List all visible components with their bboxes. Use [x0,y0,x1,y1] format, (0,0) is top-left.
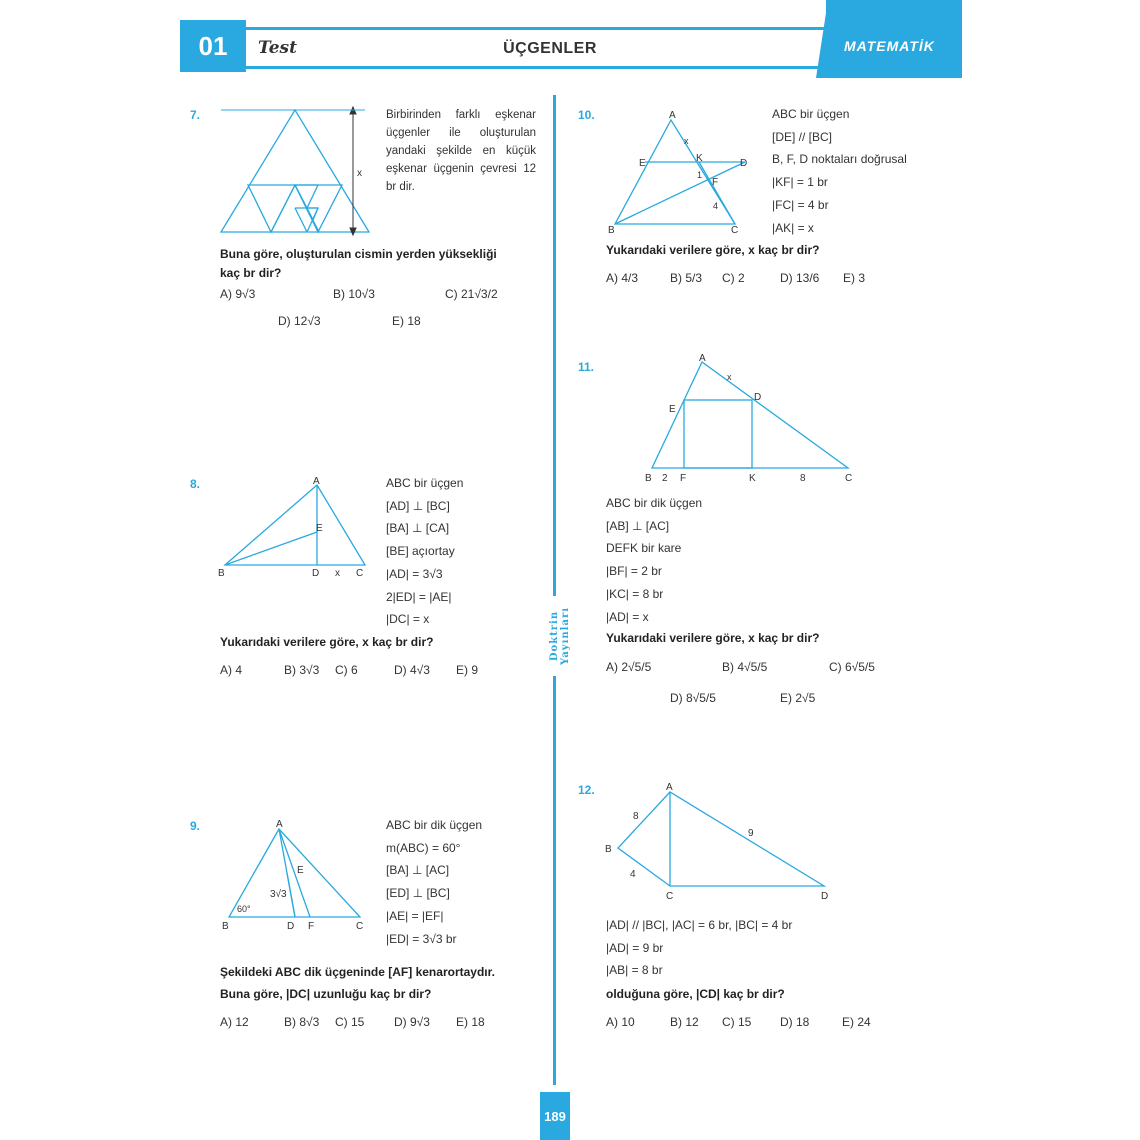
q11-given-2: [AB] ⊥ [AC] [606,518,670,533]
q9-given-2: m(ABC) = 60° [386,840,461,855]
q7-option-e[interactable]: E) 18 [392,314,421,328]
q12-option-c[interactable]: C) 15 [722,1015,752,1029]
q8-given-7: |DC| = x [386,612,430,627]
q10-label-e: E [639,158,646,169]
q12-option-d[interactable]: D) 18 [780,1015,810,1029]
q8-given-4: [BE] açıortay [386,544,455,559]
q8-option-c[interactable]: C) 6 [335,663,358,677]
q10-label-a: A [669,110,676,121]
q9-label-e: E [297,865,304,876]
q11-label-a: A [699,353,706,364]
q8-option-b[interactable]: B) 3√3 [284,663,320,677]
q12-given-2: |AD| = 9 br [606,940,664,955]
subject-label: MATEMATİK [844,38,935,54]
q11-label-2: 2 [662,473,668,484]
q10-option-d[interactable]: D) 13/6 [780,271,820,285]
q11-option-a[interactable]: A) 2√5/5 [606,660,652,674]
q7-option-b[interactable]: B) 10√3 [333,287,375,301]
q11-given-1: ABC bir dik üçgen [606,496,703,510]
q9-given-1: ABC bir dik üçgen [386,818,483,832]
q12-question: olduğuna göre, |CD| kaç br dir? [606,987,785,1001]
q11-label-b: B [645,473,652,484]
q9-label-b: B [222,921,229,932]
q10-figure [605,106,765,236]
q12-given [606,914,792,982]
q8-question: Yukarıdaki verilere göre, x kaç br dir? [220,635,434,649]
q11-given-5: |KC| = 8 br [606,586,664,601]
q8-option-e[interactable]: E) 9 [456,663,479,677]
q8-label-x: x [335,568,340,579]
q12-given-1: |AD| // |BC|, |AC| = 6 br, |BC| = 4 br [606,918,793,932]
q9-question-line1: Şekildeki ABC dik üçgeninde [AF] kenarortaydır. [220,965,495,979]
q8-given-6: 2|ED| = |AE| [386,589,452,604]
q9-label-d: D [287,921,295,932]
column-divider [553,95,556,1085]
q10-label-1: 1 [697,170,703,180]
q8-label-a: A [313,476,320,487]
q10-option-c[interactable]: C) 2 [722,271,745,285]
q10-given-5: |FC| = 4 br [772,197,829,212]
q12-figure [600,778,840,908]
q7-option-c[interactable]: C) 21√3/2 [445,287,498,301]
q9-label-ed: 3√3 [270,889,287,900]
q9-given [386,814,482,950]
q9-given-6: |ED| = 3√3 br [386,931,457,946]
q9-option-d[interactable]: D) 9√3 [394,1015,430,1029]
q12-number: 12. [578,783,595,797]
q9-question-line2: Buna göre, |DC| uzunluğu kaç br dir? [220,987,432,1001]
q11-given-4: |BF| = 2 br [606,564,662,579]
q10-given-6: |AK| = x [772,220,814,235]
q10-question: Yukarıdaki verilere göre, x kaç br dir? [606,243,820,257]
q10-option-e[interactable]: E) 3 [843,271,866,285]
q8-label-b: B [218,568,225,579]
q10-label-x: x [684,136,689,146]
q7-question-line2: kaç br dir? [220,266,282,280]
q8-label-d: D [312,568,320,579]
q9-option-b[interactable]: B) 8√3 [284,1015,320,1029]
q11-label-d: D [754,392,762,403]
q7-description: Birbirinden farklı eşkenar üçgenler ile oluşturulan yandaki şekilde en küçük eşkenar üçgenin çevresi 12 br dir. [386,109,536,193]
q11-option-c[interactable]: C) 6√5/5 [829,660,875,674]
test-number-badge: 01 [180,20,246,72]
q9-label-a: A [276,819,283,830]
header-rule-top [246,27,846,30]
q10-label-b: B [608,225,615,236]
q12-label-b: B [605,844,612,855]
q11-label-f: F [680,473,687,484]
q10-given-1: ABC bir üçgen [772,107,850,121]
q12-label-d: D [821,891,829,902]
q7-question-line1: Buna göre, oluşturulan cismin yerden yüksekliği [220,247,497,261]
subject-tab [826,0,962,78]
q10-label-d: D [740,158,748,169]
q11-figure [640,350,860,485]
q8-given [386,472,463,631]
q12-option-a[interactable]: A) 10 [606,1015,635,1029]
q11-given [606,492,702,628]
q11-option-d[interactable]: D) 8√5/5 [670,691,716,705]
q9-option-a[interactable]: A) 12 [220,1015,249,1029]
q9-given-5: |AE| = |EF| [386,908,444,923]
q12-label-a: A [666,782,673,793]
test-label: Test [258,38,297,58]
q11-label-k: K [749,473,756,484]
page-title: ÜÇGENLER [503,40,597,57]
q11-number: 11. [578,360,595,374]
q12-label-8: 8 [633,811,639,822]
q8-number: 8. [190,477,201,491]
q10-given-3: B, F, D noktaları doğrusal [772,152,907,167]
q9-option-c[interactable]: C) 15 [335,1015,365,1029]
page-number: 189 [540,1092,570,1140]
q10-label-4: 4 [713,201,719,211]
q11-option-e[interactable]: E) 2√5 [780,691,816,705]
q11-option-b[interactable]: B) 4√5/5 [722,660,768,674]
q9-label-c: C [356,921,364,932]
q8-label-e: E [316,523,323,534]
q8-given-1: ABC bir üçgen [386,476,464,490]
q11-given-3: DEFK bir kare [606,541,682,556]
q8-option-d[interactable]: D) 4√3 [394,663,430,677]
q10-option-a[interactable]: A) 4/3 [606,271,639,285]
q7-number: 7. [190,108,201,122]
q9-given-4: [ED] ⊥ [BC] [386,886,450,901]
q7-option-a[interactable]: A) 9√3 [220,287,256,301]
q8-label-c: C [356,568,364,579]
q8-given-5: |AD| = 3√3 [386,566,443,581]
q12-label-9: 9 [748,828,754,839]
q9-label-angle: 60° [237,904,251,914]
q10-option-b[interactable]: B) 5/3 [670,271,703,285]
q10-given-2: [DE] // [BC] [772,129,833,144]
header-rule-bottom [246,66,846,69]
q9-label-f: F [308,921,315,932]
q11-given-6: |AD| = x [606,609,649,624]
q7-figure [215,104,375,239]
q9-given-3: [BA] ⊥ [AC] [386,863,450,878]
q9-number: 9. [190,819,201,833]
q11-label-8: 8 [800,473,806,484]
q11-question: Yukarıdaki verilere göre, x kaç br dir? [606,631,820,645]
q8-given-3: [BA] ⊥ [CA] [386,521,450,536]
q7-option-d[interactable]: D) 12√3 [278,314,321,328]
q11-label-x: x [727,372,732,382]
q10-label-c: C [731,225,739,236]
q12-option-b[interactable]: B) 12 [670,1015,699,1029]
q11-label-e: E [669,404,676,415]
q7-fig-x: x [357,168,362,179]
q8-option-a[interactable]: A) 4 [220,663,243,677]
q12-given-3: |AB| = 8 br [606,963,663,978]
q10-label-f: F [712,177,719,188]
q12-label-c: C [666,891,674,902]
q8-figure [215,475,375,583]
q10-given-4: |KF| = 1 br [772,175,828,190]
q11-label-c: C [845,473,853,484]
publisher-label: Doktrin Yayınları [549,596,571,676]
q12-option-e[interactable]: E) 24 [842,1015,871,1029]
q10-given [772,103,907,239]
q8-given-2: [AD] ⊥ [BC] [386,498,450,513]
q9-figure [215,815,375,935]
q12-label-4: 4 [630,869,636,880]
q9-option-e[interactable]: E) 18 [456,1015,485,1029]
q10-label-k: K [696,153,703,164]
q10-number: 10. [578,108,595,122]
